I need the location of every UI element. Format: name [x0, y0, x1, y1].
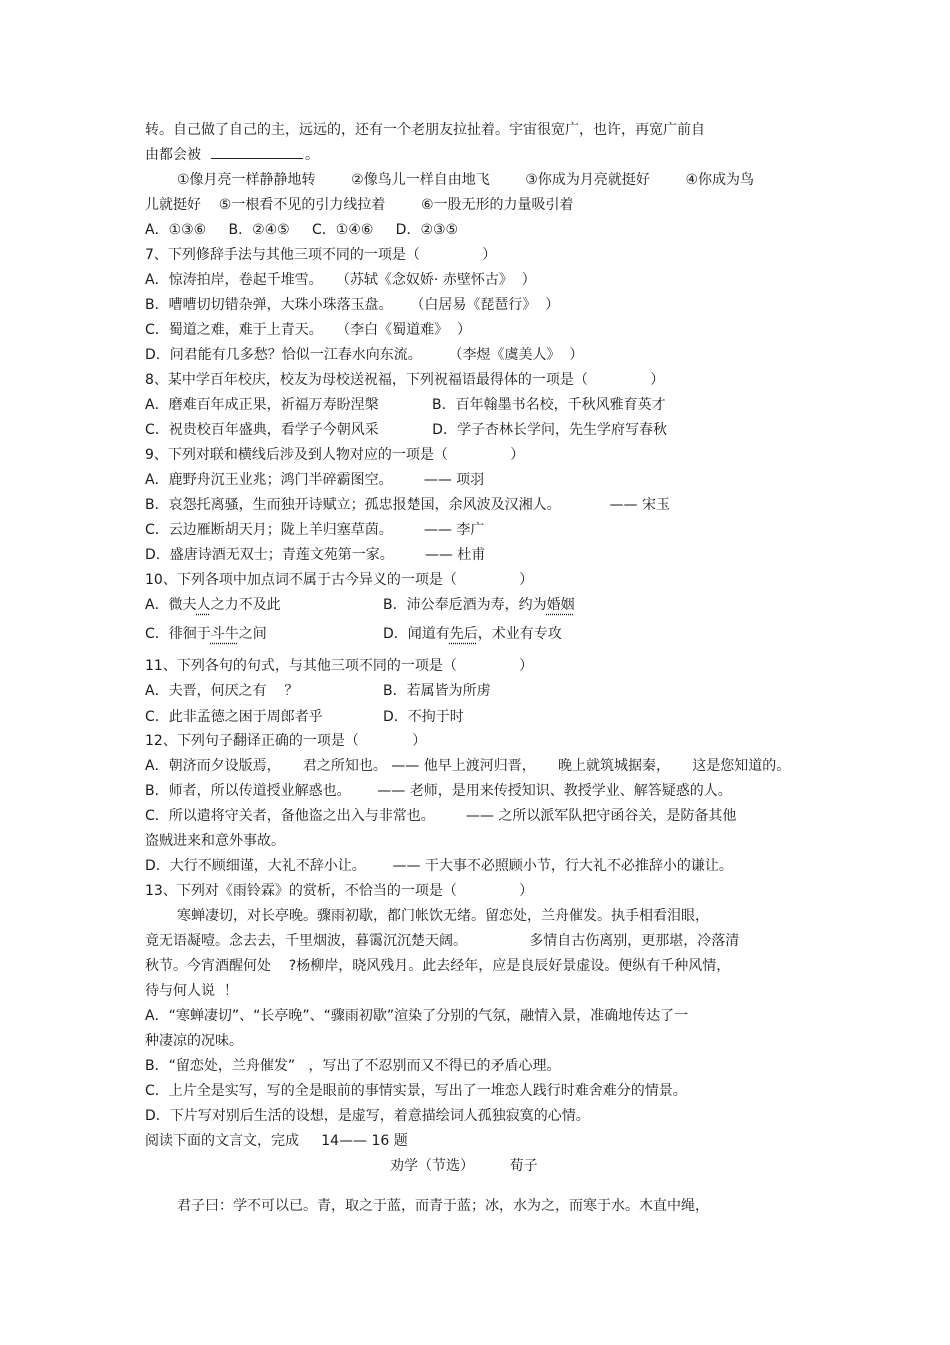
option-d: D．问君能有几多愁？恰似一江春水向东流。 （李煜《虞美人》 ） [145, 347, 584, 363]
text-fragment: A．微夫 [145, 597, 197, 613]
option-c: C．上片全是实写，写的全是眼前的事情实景，写出了一堆恋人践行时难舍难分的情景。 [145, 1083, 687, 1099]
option-c: C．云边雁断胡天月；陇上羊归塞草茵。 —— 李广 [145, 522, 485, 538]
option-a: A．“寒蝉凄切”、“长亭晚”、“骤雨初歇”渲染了分别的气氛，融情入景，准确地传达了一 [145, 1008, 689, 1024]
poem-line: 待与何人说 ！ [145, 983, 238, 999]
option-a-cont: 种凄凉的况味。 [145, 1033, 243, 1049]
option-b [383, 596, 575, 614]
option-b: B．嘈嘈切切错杂弹，大珠小珠落玉盘。 （白居易《琵琶行》 ） [145, 297, 560, 313]
dotted-word: 人 [196, 597, 211, 613]
poem-line: 竟无语凝噎。念去去，千里烟波，暮霭沉沉楚天阔。 多情自古伤离别，更那堪，冷落清 [145, 933, 740, 949]
option-d: D．下片写对别后生活的设想，是虚写，着意描绘词人孤独寂寞的心情。 [145, 1108, 590, 1124]
text-line [145, 146, 319, 164]
text-line: A．①③⑥ B．②④⑤ C．①④⑥ D．②③⑤ [145, 222, 459, 238]
option-a [145, 596, 281, 614]
text-fragment: B．沛公奉卮酒为寿，约为 [383, 597, 547, 613]
option-c: C．蜀道之难，难于上青天。 （李白《蜀道难》 ） [145, 322, 472, 338]
option-b: B．若属皆为所虏 [383, 683, 491, 699]
text-fragment: ，术业有专攻 [477, 626, 562, 642]
question-11: 11、下列各句的句式，与其他三项不同的一项是（ ） [145, 658, 534, 674]
reading-instruction: 阅读下面的文言文，完成 14—— 16 题 [145, 1133, 408, 1149]
question-7: 7、下列修辞手法与其他三项不同的一项是（ ） [145, 247, 497, 263]
text-fragment: 之间 [238, 626, 267, 642]
dotted-word: 斗牛 [210, 626, 239, 642]
option-c: C．所以遣将守关者，备他盗之出入与非常也。 —— 之所以派军队把守函谷关，是防备其他 [145, 808, 737, 824]
option-b: B．“留恋处，兰舟催发” ，写出了不忍别而又不得已的矛盾心理。 [145, 1058, 561, 1074]
option-a: A．惊涛拍岸，卷起千堆雪。 （苏轼《念奴娇· 赤壁怀古》 ） [145, 272, 536, 288]
option-b: B．哀怨托离骚，生而独开诗赋立；孤忠报楚国，余风波及汉湘人。 —— 宋玉 [145, 497, 671, 513]
option-c [145, 625, 267, 643]
option-d: D．不拘于时 [383, 709, 464, 725]
dotted-word: 先后 [449, 626, 478, 642]
answer-blank [211, 146, 303, 159]
question-12: 12、下列句子翻译正确的一项是（ ） [145, 733, 427, 749]
text-fragment: D．闻道有 [383, 626, 450, 642]
options-cd: C．祝贵校百年盛典，看学子今朝风采 D．学子杏林长学问，先生学府写春秋 [145, 422, 667, 438]
option-a: A．鹿野舟沉王业兆；鸿门半碎霸图空。 —— 项羽 [145, 472, 485, 488]
question-8: 8、某中学百年校庆，校友为母校送祝福，下列祝福语最得体的一项是（ ） [145, 372, 665, 388]
option-d: D．大行不顾细谨，大礼不辞小让。 —— 干大事不必照顾小节，行大礼不必推辞小的谦让。 [145, 858, 733, 874]
dotted-word: 婚姻 [546, 597, 575, 613]
passage-title: 劝学（节选） 荀子 [390, 1158, 538, 1174]
text-line: 转。自己做了自己的主，远远的，还有一个老朋友拉扯着。宇宙很宽广，也许，再宽广前自 [145, 122, 705, 138]
poem-line: 寒蝉凄切，对长亭晚。骤雨初歇，都门帐饮无绪。留恋处，兰舟催发。执手相看泪眼， [177, 908, 709, 924]
passage-text: 君子曰：学不可以已。青，取之于蓝，而青于蓝；冰，水为之，而寒于水。木直中绳， [177, 1198, 709, 1214]
question-9: 9、下列对联和横线后涉及到人物对应的一项是（ ） [145, 447, 525, 463]
option-d: D．盛唐诗酒无双士；青莲文苑第一家。 —— 杜甫 [145, 547, 486, 563]
text-line: 儿就挺好 ⑤一根看不见的引力线拉着 ⑥一股无形的力量吸引着 [145, 197, 574, 213]
option-b: B．师者，所以传道授业解惑也。 —— 老师，是用来传授知识、教授学业、解答疑惑的人。 [145, 783, 732, 799]
option-c: C．此非孟德之困于周郎者乎 [145, 709, 323, 725]
text-line: ①像月亮一样静静地转 ②像鸟儿一样自由地飞 ③你成为月亮就挺好 ④你成为鸟 [177, 172, 755, 188]
option-d [383, 625, 562, 643]
text-fragment: 由都会被 [145, 147, 201, 163]
text-fragment: C．徘徊于 [145, 626, 211, 642]
poem-line: 秋节。今宵酒醒何处 ?杨柳岸，晓风残月。此去经年，应是良辰好景虚设。便纵有千种风情， [145, 958, 731, 974]
option-a: A．夫晋，何厌之有 ？ [145, 683, 299, 699]
option-a: A．朝济而夕设版焉， 君之所知也。 —— 他早上渡河归晋， 晚上就筑城据秦， 这是您知道的。 [145, 758, 791, 774]
text-fragment: 之力不及此 [210, 597, 281, 613]
options-ab: A．磨难百年成正果，祈福万寿盼涅槃 B．百年翰墨书名校，千秋风雅育英才 [145, 397, 666, 413]
question-13: 13、下列对《雨铃霖》的赏析，不恰当的一项是（ ） [145, 883, 534, 899]
question-10: 10、下列各项中加点词不属于古今异义的一项是（ ） [145, 572, 534, 588]
option-c-cont: 盗贼进来和意外事故。 [145, 833, 285, 849]
text-fragment: 。 [305, 147, 319, 163]
